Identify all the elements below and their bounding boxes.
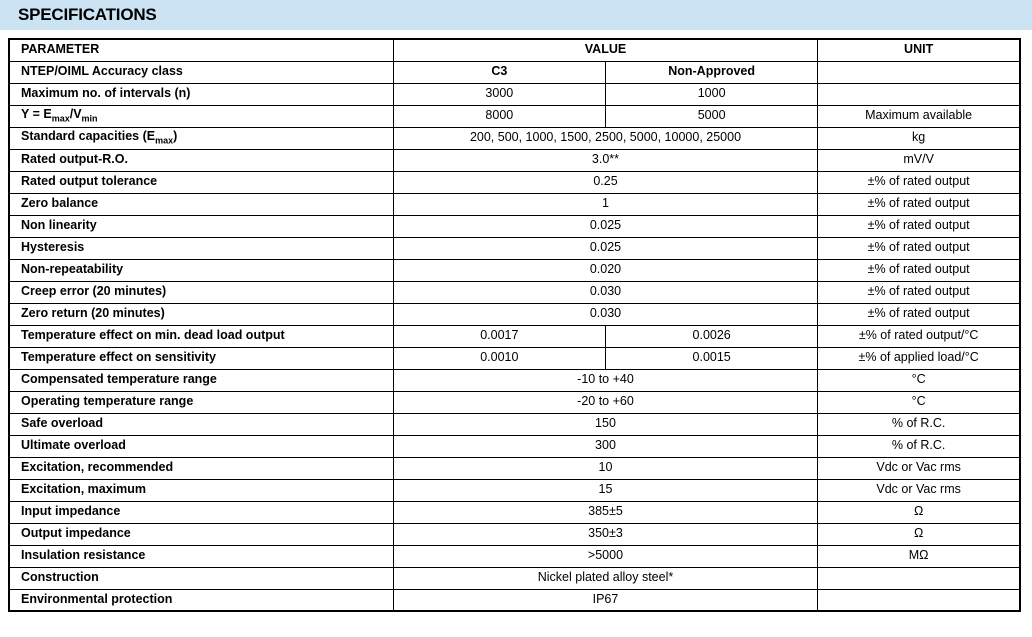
value-cell: 8000 — [393, 105, 605, 127]
table-header-row — [9, 39, 1020, 61]
unit-cell: Vdc or Vac rms — [818, 479, 1020, 501]
parameter-cell: Ultimate overload — [9, 435, 393, 457]
unit-cell — [818, 567, 1020, 589]
parameter-cell: Construction — [9, 567, 393, 589]
parameter-cell: Temperature effect on sensitivity — [9, 347, 393, 369]
parameter-cell: Standard capacities $(E_{max})$ — [9, 127, 393, 149]
value-cell: 300 — [393, 435, 818, 457]
value-cell: 200, 500, 1000, 1500, 2500, 5000, 10000, 25000 — [393, 127, 818, 149]
table-row — [9, 589, 1020, 611]
parameter-cell: Environmental protection — [9, 589, 393, 611]
value-cell: Nickel plated alloy steel* — [393, 567, 818, 589]
specs-table-body — [9, 61, 1020, 611]
parameter-cell: $Y = E_{max}/V_{min}$ — [9, 105, 393, 127]
unit-cell: ±% of applied load/°C — [818, 347, 1020, 369]
unit-cell — [818, 83, 1020, 105]
table-row — [9, 193, 1020, 215]
value-cell: 5000 — [605, 105, 817, 127]
value-cell: 0.030 — [393, 303, 818, 325]
unit-cell — [818, 61, 1020, 83]
value-cell: 0.25 — [393, 171, 818, 193]
table-row — [9, 83, 1020, 105]
value-cell: 0.025 — [393, 237, 818, 259]
unit-cell: kg — [818, 127, 1020, 149]
value-cell: Non-Approved — [605, 61, 817, 83]
unit-cell — [818, 589, 1020, 611]
value-cell: 0.020 — [393, 259, 818, 281]
value-cell: 15 — [393, 479, 818, 501]
value-cell: 3.0** — [393, 149, 818, 171]
unit-cell: ±% of rated output — [818, 237, 1020, 259]
table-row — [9, 105, 1020, 127]
parameter-cell: Rated output tolerance — [9, 171, 393, 193]
parameter-cell: Insulation resistance — [9, 545, 393, 567]
parameter-cell: Zero balance — [9, 193, 393, 215]
parameter-cell: Non-repeatability — [9, 259, 393, 281]
parameter-cell: NTEP/OIML Accuracy class — [9, 61, 393, 83]
value-cell: 350±3 — [393, 523, 818, 545]
parameter-cell: Non linearity — [9, 215, 393, 237]
table-row — [9, 281, 1020, 303]
unit-cell: Ω — [818, 523, 1020, 545]
value-cell: 0.0010 — [393, 347, 605, 369]
value-cell: 3000 — [393, 83, 605, 105]
value-cell: 10 — [393, 457, 818, 479]
specs-title-bar — [0, 0, 1032, 30]
unit-cell: % of R.C. — [818, 413, 1020, 435]
table-row — [9, 127, 1020, 149]
col-header-unit: UNIT — [818, 39, 1020, 61]
table-row — [9, 325, 1020, 347]
table-row — [9, 567, 1020, 589]
unit-cell: Ω — [818, 501, 1020, 523]
unit-cell: Maximum available — [818, 105, 1020, 127]
unit-cell: ±% of rated output/°C — [818, 325, 1020, 347]
parameter-cell: Hysteresis — [9, 237, 393, 259]
parameter-cell: Rated output-R.O. — [9, 149, 393, 171]
value-cell: >5000 — [393, 545, 818, 567]
value-cell: 0.0026 — [605, 325, 817, 347]
unit-cell: ±% of rated output — [818, 259, 1020, 281]
col-header-value: VALUE — [393, 39, 818, 61]
value-cell: 0.030 — [393, 281, 818, 303]
parameter-cell: Operating temperature range — [9, 391, 393, 413]
parameter-cell: Excitation, recommended — [9, 457, 393, 479]
unit-cell: °C — [818, 369, 1020, 391]
specs-table — [8, 38, 1021, 612]
parameter-cell: Output impedance — [9, 523, 393, 545]
table-row — [9, 347, 1020, 369]
table-row — [9, 457, 1020, 479]
table-row — [9, 171, 1020, 193]
value-cell: 0.0017 — [393, 325, 605, 347]
table-row — [9, 237, 1020, 259]
value-cell: -10 to +40 — [393, 369, 818, 391]
table-row — [9, 61, 1020, 83]
unit-cell: MΩ — [818, 545, 1020, 567]
parameter-cell: Creep error (20 minutes) — [9, 281, 393, 303]
unit-cell: ±% of rated output — [818, 281, 1020, 303]
value-cell: 385±5 — [393, 501, 818, 523]
table-row — [9, 215, 1020, 237]
col-header-parameter: PARAMETER — [9, 39, 393, 61]
value-cell: -20 to +60 — [393, 391, 818, 413]
unit-cell: Vdc or Vac rms — [818, 457, 1020, 479]
parameter-cell: Compensated temperature range — [9, 369, 393, 391]
value-cell: 150 — [393, 413, 818, 435]
parameter-cell: Excitation, maximum — [9, 479, 393, 501]
unit-cell: °C — [818, 391, 1020, 413]
unit-cell: ±% of rated output — [818, 193, 1020, 215]
unit-cell: ±% of rated output — [818, 215, 1020, 237]
value-cell: IP67 — [393, 589, 818, 611]
table-row — [9, 369, 1020, 391]
table-row — [9, 435, 1020, 457]
value-cell: C3 — [393, 61, 605, 83]
parameter-cell: Safe overload — [9, 413, 393, 435]
table-row — [9, 523, 1020, 545]
page-title: SPECIFICATIONS — [18, 5, 157, 24]
table-row — [9, 391, 1020, 413]
value-cell: 0.025 — [393, 215, 818, 237]
parameter-cell: Zero return (20 minutes) — [9, 303, 393, 325]
table-row — [9, 303, 1020, 325]
table-row — [9, 545, 1020, 567]
table-row — [9, 149, 1020, 171]
parameter-cell: Maximum no. of intervals (n) — [9, 83, 393, 105]
table-row — [9, 479, 1020, 501]
table-row — [9, 501, 1020, 523]
unit-cell: ±% of rated output — [818, 171, 1020, 193]
unit-cell: mV/V — [818, 149, 1020, 171]
unit-cell: ±% of rated output — [818, 303, 1020, 325]
table-row — [9, 259, 1020, 281]
parameter-cell: Temperature effect on min. dead load output — [9, 325, 393, 347]
unit-cell: % of R.C. — [818, 435, 1020, 457]
value-cell: 1000 — [605, 83, 817, 105]
value-cell: 1 — [393, 193, 818, 215]
table-row — [9, 413, 1020, 435]
value-cell: 0.0015 — [605, 347, 817, 369]
parameter-cell: Input impedance — [9, 501, 393, 523]
